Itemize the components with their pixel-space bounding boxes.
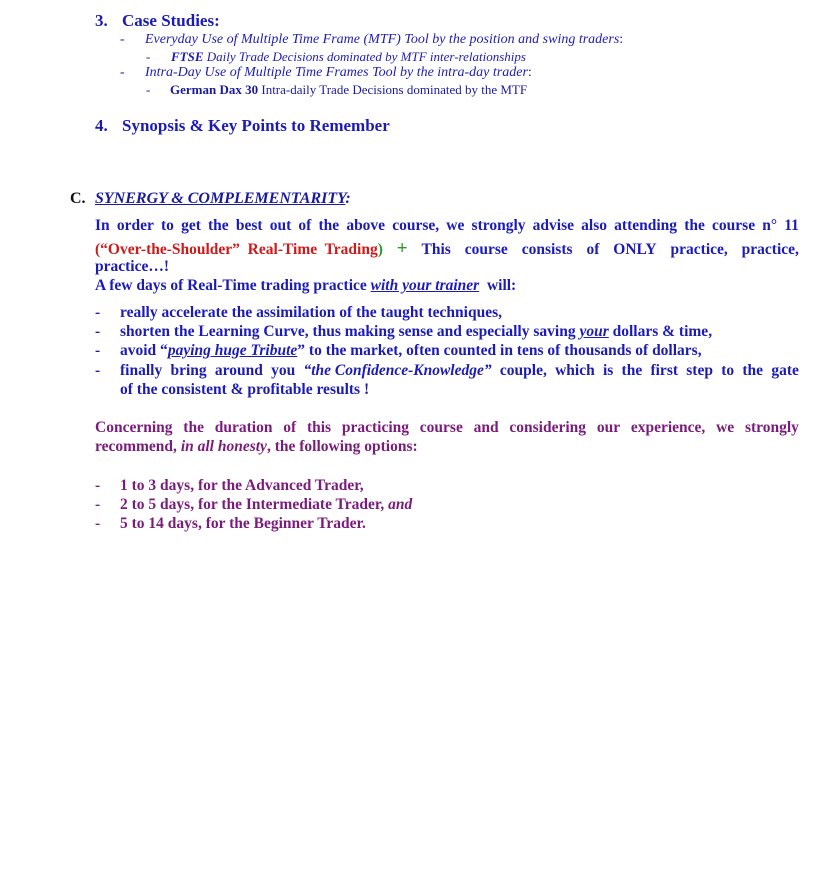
para1-line2: (“Over-the-Shoulder” Real-Time Trading) + This course consists of ONLY practice, practice, <box>95 238 799 259</box>
item-4-number: 4. <box>95 116 108 135</box>
option-item: 1 to 3 days, for the Advanced Trader, <box>120 477 364 494</box>
item-3b-sub-dash: - <box>146 82 151 97</box>
item-3b-sub-text: German Dax 30 Intra-daily Trade Decisions dominated by the MTF <box>170 82 528 97</box>
option-item: 2 to 5 days, for the Intermediate Trader, and <box>120 496 413 513</box>
item-4-title: Synopsis & Key Points to Remember <box>122 116 390 135</box>
bullet-item: avoid “paying huge Tribute” to the market, often counted in tens of thousands of dollars, <box>120 342 702 359</box>
section-c-title: SYNERGY & COMPLEMENTARITY: <box>95 190 351 207</box>
para3-line2: recommend, in all honesty, the following options: <box>95 438 418 455</box>
plus-sign: + <box>396 238 408 259</box>
para3-line1: Concerning the duration of this practicing course and considering our experience, we strongly <box>95 419 799 436</box>
option-item: 5 to 14 days, for the Beginner Trader. <box>120 515 366 532</box>
item-3-number: 3. <box>95 11 108 30</box>
with-your-trainer-text: with your trainer <box>370 277 480 294</box>
bullet-dash: - <box>95 342 101 359</box>
bullet-item: shorten the Learning Curve, thus making sense and especially saving your dollars & time, <box>120 323 713 340</box>
bullet-4-line2: of the consistent & profitable results ! <box>120 381 370 398</box>
item-3b-text: Intra-Day Use of Multiple Time Frames Tool by the intra-day trader: <box>145 65 532 80</box>
bullet-dash: - <box>95 323 101 340</box>
para1-line1: In order to get the best out of the above course, we strongly advise also attending the course n° 11 <box>95 217 799 234</box>
para1-line3: practice…! <box>95 258 170 275</box>
bullet-item: really accelerate the assimilation of the taught techniques, <box>120 304 502 321</box>
item-3-title: Case Studies: <box>122 11 220 30</box>
bullet-dash: - <box>95 304 101 321</box>
bullet-4-line1: finally bring around you “the Confidence-Knowledge” couple, which is the first step to the gate <box>120 362 799 379</box>
item-3a-sub-text: FTSE Daily Trade Decisions dominated by MTF inter-relationships <box>171 49 526 64</box>
option-dash: - <box>95 496 101 513</box>
item-3a-sub-dash: - <box>146 49 151 64</box>
item-3a-dash: - <box>120 32 125 47</box>
bullet-dash: - <box>95 362 101 379</box>
item-3a-text: Everyday Use of Multiple Time Frame (MTF) Tool by the position and swing traders: <box>145 32 624 47</box>
option-dash: - <box>95 515 101 532</box>
course-name: (“Over-the-Shoulder” Real-Time Trading <box>95 241 378 258</box>
option-dash: - <box>95 477 101 494</box>
section-c-letter: C. <box>70 190 86 207</box>
para2: A few days of Real-Time trading practice with your trainer will: <box>95 277 517 294</box>
item-3b-dash: - <box>120 65 125 80</box>
